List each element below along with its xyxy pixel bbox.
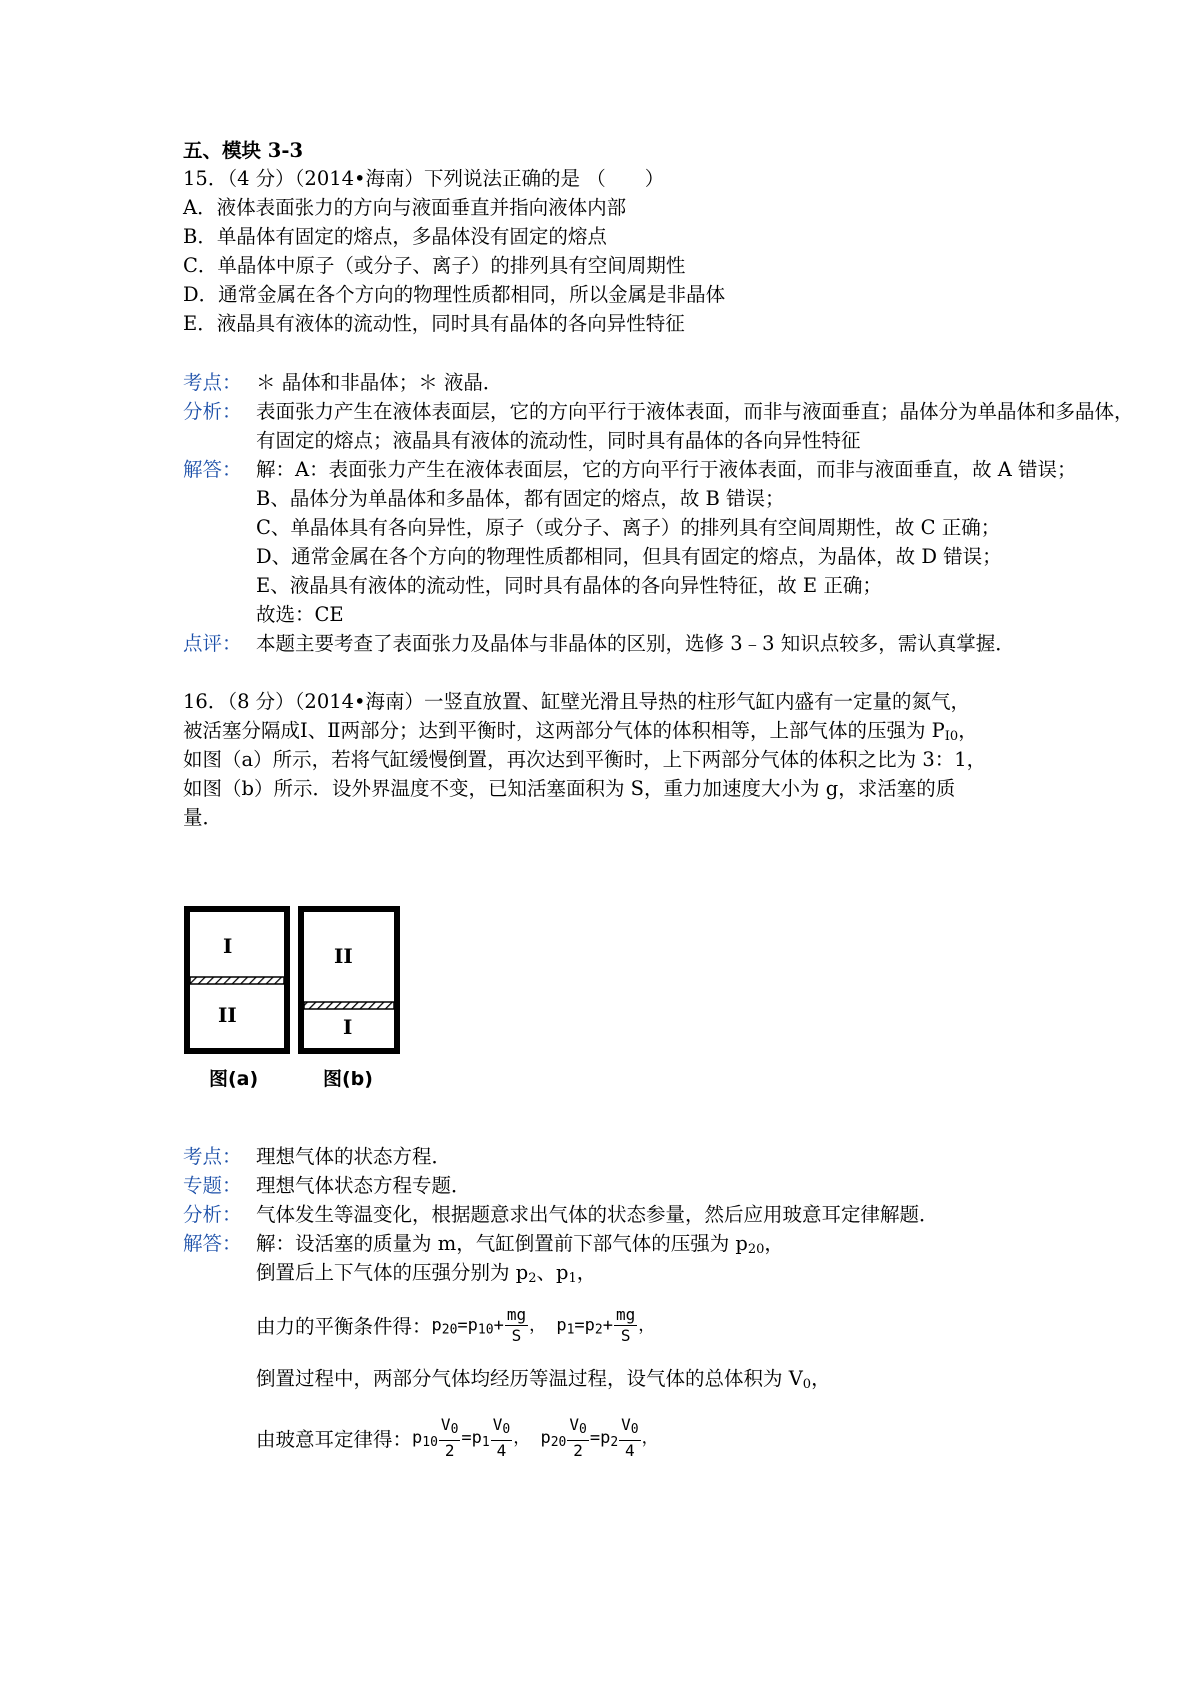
balance-formula xyxy=(432,1305,656,1346)
comma: ， xyxy=(513,1428,531,1448)
cylinder-a-top-label: I xyxy=(223,934,233,958)
q16-stem-sub: Ⅰ0 xyxy=(944,729,959,744)
q16-zhuanti-label: 专题： xyxy=(183,1174,242,1197)
sym-p: p xyxy=(556,1315,567,1335)
comma: ， xyxy=(638,1315,656,1335)
sub: 2 xyxy=(610,1435,619,1450)
q15-kaodian: ＊ 晶体和非晶体；＊ 液晶． xyxy=(256,371,503,394)
q15-stem: 15．（4 分）（2014•海南）下列说法正确的是 （ ） xyxy=(183,167,665,190)
piston-b xyxy=(304,1002,394,1009)
section-title: 五、模块 3-3 xyxy=(183,139,304,162)
q16-process-text: 倒置过程中，两部分气体均经历等温过程，设气体的总体积为 V xyxy=(256,1367,803,1390)
cylinder-b-bottom-label: I xyxy=(343,1015,353,1039)
denominator: S xyxy=(511,1325,522,1345)
caption-b: 图(b) xyxy=(323,1068,373,1090)
sym-v: V xyxy=(492,1415,503,1434)
sub: 1 xyxy=(566,1322,575,1337)
q15-fenxi-label: 分析： xyxy=(183,400,242,423)
q15-dianping-label: 点评： xyxy=(183,632,242,655)
numerator: mg xyxy=(616,1304,636,1324)
q16-stem-line2-tail: ， xyxy=(958,719,978,742)
sub: 2 xyxy=(594,1322,603,1337)
op: = xyxy=(589,1428,601,1448)
sub: 20 xyxy=(441,1322,458,1337)
sub: 0 xyxy=(450,1422,459,1437)
sym-v: V xyxy=(569,1415,579,1434)
q16-jieda-line2 xyxy=(256,1259,596,1293)
numerator: mg xyxy=(506,1304,527,1324)
sub: 0 xyxy=(630,1422,639,1437)
q15-option-a: A．液体表面张力的方向与液面垂直并指向液体内部 xyxy=(183,196,627,219)
q16-fenxi-label: 分析： xyxy=(183,1203,242,1226)
q15-option-c: C．单晶体中原子（或分子、离子）的排列具有空间周期性 xyxy=(183,254,686,277)
sym-p: p xyxy=(431,1315,442,1335)
numerator xyxy=(439,1415,460,1441)
q16-process-tail: ， xyxy=(811,1367,831,1390)
q16-stem-line2-text: 被活塞分隔成Ⅰ、Ⅱ两部分；达到平衡时，这两部分气体的体积相等，上部气体的压强为 P xyxy=(183,719,945,742)
sub: 1 xyxy=(481,1435,490,1450)
boyle-label: 由玻意耳定律得： xyxy=(256,1428,413,1451)
comma: ， xyxy=(529,1315,547,1335)
fraction-v0-4-b xyxy=(619,1415,640,1461)
numerator xyxy=(491,1415,512,1441)
q16-zhuanti: 理想气体状态方程专题． xyxy=(256,1174,471,1197)
sym-p: p xyxy=(600,1428,611,1448)
op: = xyxy=(461,1428,472,1448)
fraction-v0-4 xyxy=(491,1415,512,1461)
sub: 10 xyxy=(477,1322,494,1337)
q16-kaodian: 理想气体的状态方程． xyxy=(256,1145,452,1168)
sym-p: p xyxy=(471,1428,482,1448)
q16-process-line xyxy=(256,1365,831,1399)
comma: ， xyxy=(641,1428,659,1448)
fraction-mg-s-2 xyxy=(614,1305,637,1346)
q15-jieda-label: 解答： xyxy=(183,458,242,481)
q15-fenxi-line1: 表面张力产生在液体表面层，它的方向平行于液体表面，而非与液面垂直；晶体分为单晶体和多晶体， xyxy=(256,400,1134,423)
op: = xyxy=(457,1315,468,1335)
q16-fenxi: 气体发生等温变化，根据题意求出气体的状态参量，然后应用玻意耳定律解题． xyxy=(256,1203,939,1226)
q15-option-e: E．液晶具有液体的流动性，同时具有晶体的各向异性特征 xyxy=(183,312,685,335)
q16-jieda-line2-mid: 、p xyxy=(536,1261,569,1284)
sub: 0 xyxy=(578,1422,587,1437)
boyle-equation xyxy=(256,1410,659,1466)
q16-process-sub: 0 xyxy=(802,1377,812,1392)
caption-a: 图(a) xyxy=(209,1068,259,1090)
q15-jieda-line4: D、通常金属在各个方向的物理性质都相同，但具有固定的熔点，为晶体，故 D 错误； xyxy=(256,545,1002,568)
q16-jieda-line2-sub1: 2 xyxy=(528,1271,537,1286)
q16-jieda-label: 解答： xyxy=(183,1232,242,1255)
cylinder-b-top-label: II xyxy=(334,944,353,968)
balance-equation xyxy=(256,1300,655,1350)
sym-p: p xyxy=(412,1428,423,1448)
numerator xyxy=(567,1415,588,1441)
boyle-formula xyxy=(412,1415,659,1461)
sym-v: V xyxy=(440,1415,451,1434)
numerator xyxy=(619,1415,640,1441)
q15-jieda-line5: E、液晶具有液体的流动性，同时具有晶体的各向异性特征，故 E 正确； xyxy=(256,574,882,597)
q16-stem-line3: 如图（a）所示，若将气缸缓慢倒置，再次达到平衡时，上下两部分气体的体积之比为 3：1， xyxy=(183,748,987,771)
q15-option-d: D．通常金属在各个方向的物理性质都相同，所以金属是非晶体 xyxy=(183,283,726,306)
q15-kaodian-label: 考点： xyxy=(183,371,242,394)
denominator: S xyxy=(620,1325,631,1345)
denominator: 4 xyxy=(625,1441,635,1460)
sym-p: p xyxy=(540,1428,551,1448)
q16-stem-line4: 如图（b）所示．设外界温度不变，已知活塞面积为 S，重力加速度大小为 g，求活塞的质 xyxy=(183,777,956,800)
q16-jieda-line1-tail: ， xyxy=(764,1232,784,1255)
q15-fenxi-line2: 有固定的熔点；液晶具有液体的流动性，同时具有晶体的各向异性特征 xyxy=(256,429,861,452)
q16-stem-line1: 16．（8 分）（2014•海南）一竖直放置、缸壁光滑且导热的柱形气缸内盛有一定量的氮气， xyxy=(183,690,971,713)
sub: 20 xyxy=(550,1435,567,1450)
q15-jieda-line6: 故选：CE xyxy=(256,603,344,626)
denominator: 2 xyxy=(573,1441,583,1460)
fraction-mg-s xyxy=(505,1305,528,1346)
q15-jieda-line1: 解：A：表面张力产生在液体表面层，它的方向平行于液体表面，而非与液面垂直，故 A 错误； xyxy=(256,458,1077,481)
denominator: 4 xyxy=(496,1441,507,1460)
balance-label: 由力的平衡条件得： xyxy=(256,1315,432,1338)
q16-jieda-line1-text: 解：设活塞的质量为 m，气缸倒置前下部气体的压强为 p xyxy=(256,1232,748,1255)
q15-jieda-line3: C、单晶体具有各向异性，原子（或分子、离子）的排列具有空间周期性，故 C 正确； xyxy=(256,516,1001,539)
denominator: 2 xyxy=(444,1441,455,1460)
op: + xyxy=(493,1315,504,1335)
q16-jieda-line1-sub: 20 xyxy=(747,1242,765,1257)
sym-p: p xyxy=(584,1315,595,1335)
fraction-v0-2 xyxy=(439,1415,460,1461)
q16-jieda-line2-tail: ， xyxy=(576,1261,597,1284)
q16-jieda-line2-sub2: 1 xyxy=(568,1271,577,1286)
q16-stem-line5: 量． xyxy=(183,806,223,829)
q15-option-b: B．单晶体有固定的熔点，多晶体没有固定的熔点 xyxy=(183,225,607,248)
q15-dianping: 本题主要考查了表面张力及晶体与非晶体的区别，选修 3﹣3 知识点较多，需认真掌握． xyxy=(256,632,1015,655)
sub: 0 xyxy=(502,1422,511,1437)
sym-p: p xyxy=(467,1315,478,1335)
op: + xyxy=(602,1315,613,1335)
q16-kaodian-label: 考点： xyxy=(183,1145,242,1168)
fraction-v0-2-b xyxy=(567,1415,588,1461)
op: = xyxy=(574,1315,585,1335)
sym-v: V xyxy=(621,1415,631,1434)
q15-jieda-line2: B、晶体分为单晶体和多晶体，都有固定的熔点，故 B 错误； xyxy=(256,487,785,510)
q16-jieda-line2-text: 倒置后上下气体的压强分别为 p xyxy=(256,1261,529,1284)
cylinder-figure xyxy=(183,905,413,1095)
sub: 10 xyxy=(422,1435,438,1450)
cylinder-a-bottom-label: II xyxy=(218,1003,237,1027)
piston-a xyxy=(190,977,284,984)
